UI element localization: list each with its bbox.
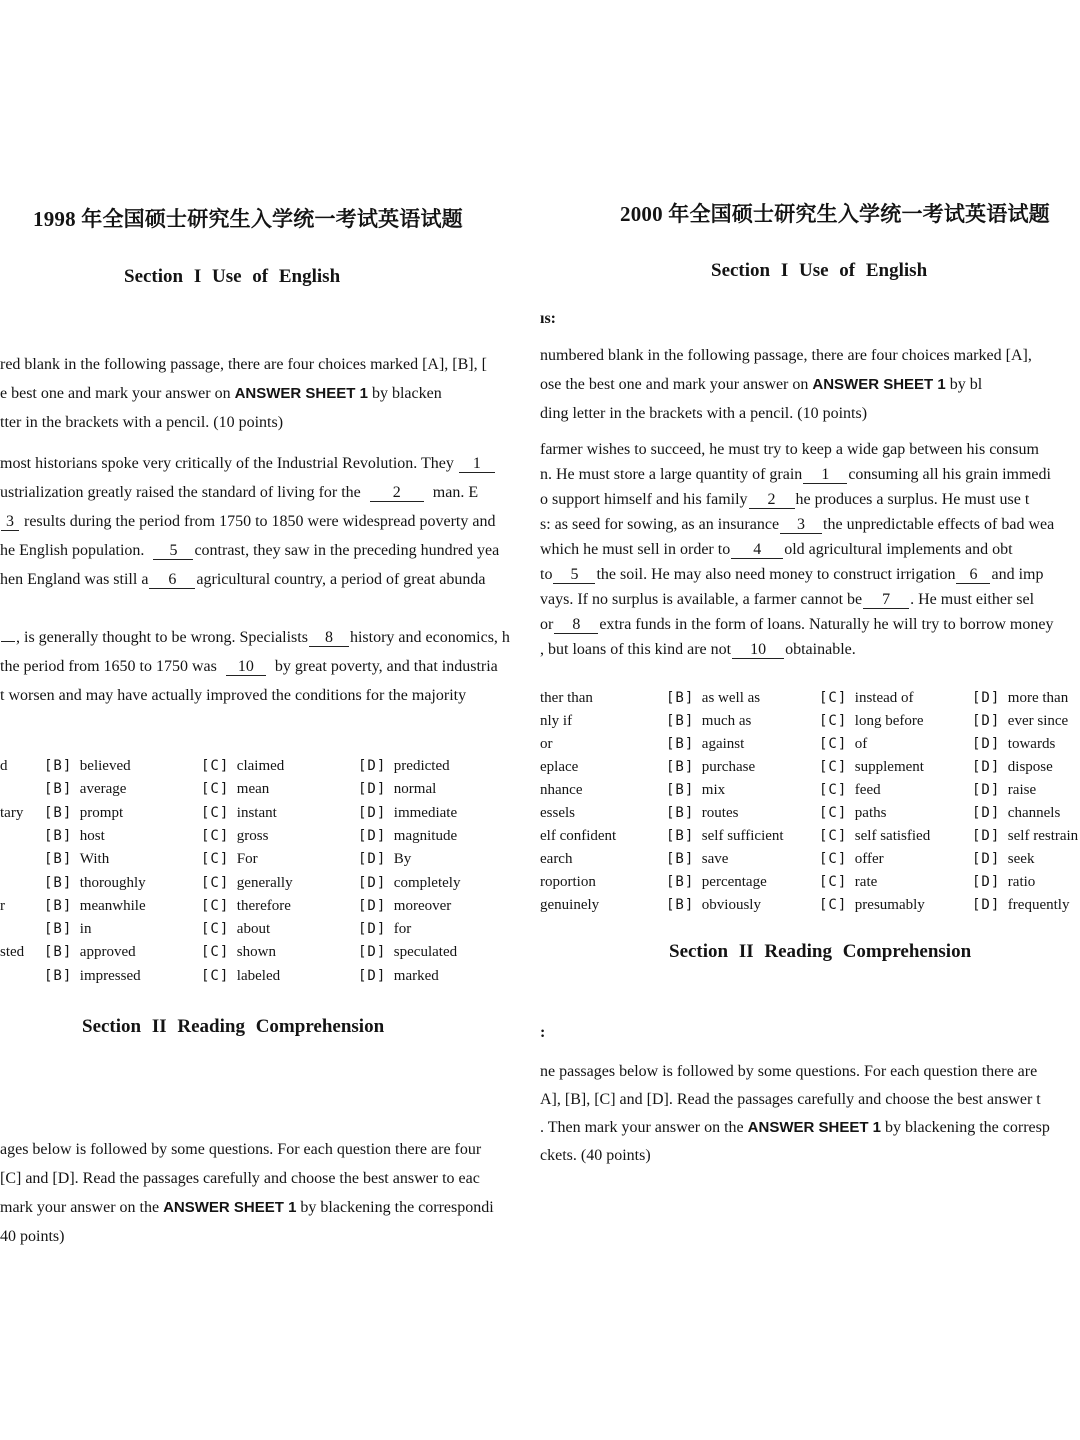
passage-line [0,594,510,623]
choice-option-b [44,944,136,961]
choice-text: therefore [236,897,291,914]
reading-line: 40 points) [0,1228,65,1245]
choice-text: seek [1007,851,1035,867]
section-heading: Section II Reading Comprehension [669,941,972,962]
reading-line: ne passages below is followed by some questions. For each question there are [540,1063,1038,1080]
choice-text: For [236,851,258,868]
choice-option-d [358,921,411,938]
choice-option-c [819,805,886,822]
choice-letter: [C] [201,874,230,891]
choice-letter: [B] [666,736,695,752]
choice-option-c [201,758,284,775]
choice-text: in [79,921,92,938]
passage-line: 3 results during the period from 1750 to 1850 were widespread poverty and [0,507,510,536]
passage-line: hen England was still a 6 agricultural country, a period of great abunda [0,571,486,588]
choice-letter: [D] [358,967,387,984]
choice-text: towards [1007,736,1056,752]
choice-text: offer [854,851,884,867]
choice-text: gross [236,827,269,844]
reading-line: . Then mark your answer on the ANSWER SHEET 1 by blackening the corresp [540,1119,1050,1136]
choice-text: earch [540,851,573,867]
blank: 8 [309,629,349,647]
choice-option-a [540,759,578,776]
choice-option-c [201,851,258,868]
choice-letter: [B] [666,851,695,867]
choice-text: believed [79,758,131,774]
choice-option-d [358,781,436,798]
choice-option-b [666,805,738,822]
choice-option-c [819,690,914,707]
choice-option-b [666,782,725,799]
directions-line: red blank in the following passage, there are four choices marked [A], [B], [ [0,356,487,373]
passage-line: o support himself and his family 2 he produces a surplus. He must use t [540,491,1030,508]
choice-text: paths [854,805,887,821]
choice-text: host [79,827,105,844]
blank: 6 [956,566,990,584]
choice-option-b [44,758,131,775]
choice-text: self sufficient [701,828,784,844]
choice-text: thoroughly [79,874,146,891]
cloze-passage [0,449,510,710]
blank: 6 [149,571,195,589]
choice-text: essels [540,805,575,821]
choice-text: purchase [701,759,756,775]
page-title: 2000 年全国硕士研究生入学统一考试英语试题 [620,202,1050,226]
choice-letter: [B] [666,828,695,844]
choice-text: self restrain [1007,828,1079,844]
choice-option-c [201,944,276,961]
passage-line: which he must sell in order to 4 old agricultural implements and obt [540,541,1013,558]
choice-text: marked [393,967,439,984]
choice-text: as well as [701,690,761,706]
choice-option-a [540,782,582,799]
choice-text: d [0,758,8,774]
choice-option-d [972,759,1053,776]
directions-text [0,350,487,437]
choice-text: meanwhile [79,897,146,914]
passage-line: ustrialization greatly raised the standard of living for the 2 man. E [0,484,479,501]
choice-option-b [44,921,91,938]
choice-text: genuinely [540,897,600,913]
choice-option-c [819,759,924,776]
choice-letter: [B] [666,805,695,821]
choice-letter: [C] [201,804,230,821]
choice-text: rate [854,874,878,890]
choice-text: claimed [236,758,285,774]
choice-option-b [666,690,760,707]
choice-letter: [C] [201,851,230,868]
choice-option-b [666,874,767,891]
choice-option-b [666,713,751,730]
choice-letter: [B] [44,781,73,798]
choice-letter: [B] [666,874,695,890]
choice-option-b [44,805,123,822]
choice-option-a [0,944,24,961]
choice-letter: [B] [666,782,695,798]
choice-letter: [B] [44,967,73,984]
choice-text: nly if [540,713,573,729]
choice-text: With [79,851,110,868]
blank: 3 [1,513,19,531]
passage-line: farmer wishes to succeed, he must try to keep a wide gap between his consum [540,441,1039,458]
choice-letter: [D] [358,921,387,938]
choice-text: nhance [540,782,583,798]
choice-letter: [B] [44,897,73,914]
choice-option-c [819,851,884,868]
choice-option-c [819,782,881,799]
choice-option-d [972,828,1078,845]
choice-option-c [819,828,930,845]
choice-option-b [44,968,141,985]
choice-option-d [358,898,451,915]
choice-text: instant [236,804,277,821]
choice-option-a [540,851,572,868]
reading-line: ckets. (40 points) [540,1147,651,1164]
choice-letter: [D] [972,782,1001,798]
choice-option-d [972,897,1069,914]
choice-letter: [D] [358,851,387,868]
choice-letter: [D] [972,805,1001,821]
choice-text: percentage [701,874,767,890]
page-title: 1998 年全国硕士研究生入学统一考试英语试题 [33,207,463,231]
passage-line: the period from 1650 to 1750 was 10 by great poverty, and that industria [0,658,498,675]
section-heading: Section I Use of English [124,266,341,287]
choice-option-a [0,898,5,915]
blank: 5 [153,542,193,560]
choice-option-b [666,759,755,776]
choice-text: magnitude [393,827,458,844]
directions-line: e best one and mark your answer on ANSWER SHEET 1 by blacken [0,385,442,402]
choice-text: r [0,897,5,914]
choice-text: average [79,781,127,798]
choice-text: labeled [236,967,281,984]
choice-option-b [666,736,744,753]
choice-text: speculated [393,944,458,961]
choice-option-c [201,828,268,845]
choice-text: mean [236,781,270,798]
choice-option-c [819,874,877,891]
choice-option-b [44,898,146,915]
choice-option-d [358,828,457,845]
choice-letter: [C] [201,921,230,938]
choice-text: supplement [854,759,924,775]
choice-option-a [540,713,572,730]
choice-letter: [C] [819,759,848,775]
directions-line: ding letter in the brackets with a pencil. (10 points) [540,405,868,422]
choice-text: immediate [393,804,458,821]
choice-letter: [B] [44,921,73,938]
choice-letter: [D] [972,690,1001,706]
choice-letter: [C] [819,805,848,821]
reading-line: mark your answer on the ANSWER SHEET 1 by blackening the correspondi [0,1199,494,1216]
blank: 8 [554,616,598,634]
choice-text: about [236,921,271,938]
choice-option-a [0,805,23,822]
choice-option-d [358,944,457,961]
choice-text: obviously [701,897,761,913]
choice-text: frequently [1007,897,1070,913]
directions-label: : [540,1024,546,1041]
choice-text: shown [236,944,276,961]
passage-line: t worsen and may have actually improved the conditions for the majority [0,687,467,704]
choice-text: for [393,921,412,938]
choice-letter: [C] [201,897,230,914]
choice-text: instead of [854,690,914,706]
choice-text: ratio [1007,874,1036,890]
choice-letter: [C] [201,781,230,798]
choice-letter: [D] [972,874,1001,890]
choice-option-c [819,897,925,914]
blank: 10 [226,658,266,676]
reading-directions [0,1135,494,1251]
blank [1,641,15,642]
choice-letter: [B] [44,874,73,891]
choice-option-a [540,736,553,753]
choice-text: ever since [1007,713,1069,729]
choice-letter: [C] [819,736,848,752]
choice-option-a [540,828,616,845]
choice-letter: [D] [972,851,1001,867]
choice-text: save [701,851,729,867]
choice-option-c [201,921,270,938]
choice-text: ther than [540,690,593,706]
choice-letter: [D] [358,897,387,914]
choice-letter: [D] [972,736,1001,752]
choice-text: raise [1007,782,1037,798]
choice-option-c [201,781,269,798]
choice-text: moreover [393,897,452,914]
choice-letter: [B] [666,897,695,913]
choice-option-d [972,713,1068,730]
blank: 5 [553,566,595,584]
choice-text: completely [393,874,461,891]
choice-text: normal [393,781,437,798]
blank: 4 [731,541,783,559]
choice-letter: [C] [201,827,230,844]
choice-option-b [666,897,761,914]
choice-option-a [540,874,596,891]
choice-option-d [358,875,460,892]
choice-option-d [972,690,1068,707]
choice-option-d [972,736,1055,753]
choice-letter: [C] [201,758,230,774]
choice-text: predicted [393,758,450,774]
choice-option-b [666,851,728,868]
blank: 2 [370,484,424,502]
passage-line: n. He must store a large quantity of grain 1 consuming all his grain immedi [540,466,1051,483]
section-heading: Section I Use of English [711,260,928,281]
choice-text: more than [1007,690,1069,706]
choice-letter: [B] [666,759,695,775]
choice-letter: [B] [666,690,695,706]
passage-line: s: as seed for sowing, as an insurance 3 the unpredictable effects of bad wea [540,516,1055,533]
choice-text: routes [701,805,739,821]
choice-option-d [358,805,457,822]
passage-line: to 5 the soil. He may also need money to construct irrigation 6 and imp [540,566,1044,583]
blank: 1 [459,455,495,473]
choice-text: generally [236,874,293,891]
choice-letter: [C] [819,690,848,706]
choice-option-a [540,897,599,914]
choice-letter: [D] [358,781,387,798]
choice-text: impressed [79,967,141,984]
choice-text: roportion [540,874,596,890]
choice-text: long before [854,713,924,729]
choice-option-b [666,828,784,845]
choice-letter: [D] [358,758,387,774]
choice-text: presumably [854,897,925,913]
choice-option-d [358,758,450,775]
choice-text: feed [854,782,881,798]
choice-letter: [D] [358,804,387,821]
choice-letter: [C] [819,874,848,890]
choice-letter: [C] [819,828,848,844]
choice-letter: [D] [358,827,387,844]
passage-line: , is generally thought to be wrong. Specialists 8 history and economics, h [0,623,510,652]
choice-letter: [B] [44,758,73,774]
reading-line: ages below is followed by some questions. For each question there are four [0,1141,482,1158]
choice-option-d [972,805,1060,822]
choice-text: much as [701,713,752,729]
choice-option-c [201,898,291,915]
passage-line: he English population. 5 contrast, they saw in the preceding hundred yea [0,542,500,559]
choice-option-b [44,851,109,868]
choice-letter: [C] [819,713,848,729]
choice-option-c [819,736,867,753]
choice-letter: [C] [201,944,230,961]
passage-line: , but loans of this kind are not 10 obtainable. [540,641,856,658]
blank: 3 [780,516,822,534]
choice-option-d [972,851,1034,868]
choice-letter: [D] [972,897,1001,913]
passage-line: or 8 extra funds in the form of loans. Naturally he will try to borrow money [540,616,1054,633]
choice-option-c [819,713,924,730]
exam-page-2000 [538,0,1080,1440]
choice-letter: [B] [44,944,73,961]
passage-line: most historians spoke very critically of the Industrial Revolution. They 1 [0,449,510,478]
choice-text: channels [1007,805,1061,821]
choice-option-b [44,875,146,892]
choice-text: mix [701,782,726,798]
choice-text: sted [0,944,25,961]
directions-line: tter in the brackets with a pencil. (10 points) [0,414,284,431]
blank: 2 [749,491,795,509]
choice-text: approved [79,944,136,961]
reading-directions [540,1058,1050,1170]
reading-line: A], [B], [C] and [D]. Read the passages carefully and choose the best answer t [540,1091,1041,1108]
choice-text: self satisfied [854,828,931,844]
blank: 10 [732,641,784,659]
choice-letter: [D] [972,828,1001,844]
section-heading: Section II Reading Comprehension [82,1016,385,1037]
choice-text: dispose [1007,759,1053,775]
choice-text: tary [0,804,24,821]
choice-option-b [44,828,105,845]
choice-letter: [B] [44,804,73,821]
blank: 1 [803,466,847,484]
choice-option-d [972,782,1036,799]
choice-option-a [540,805,575,822]
choice-text: of [854,736,868,752]
choice-option-b [44,781,126,798]
choice-option-c [201,805,277,822]
cloze-passage [540,437,1054,662]
directions-text [540,341,1032,428]
choice-option-d [358,968,439,985]
choice-text: prompt [79,804,124,821]
choice-letter: [C] [819,897,848,913]
directions-line: ose the best one and mark your answer on ANSWER SHEET 1 by bl [540,376,983,393]
reading-line: [C] and [D]. Read the passages carefully and choose the best answer to eac [0,1170,480,1187]
choice-text: eplace [540,759,579,775]
choice-option-a [540,690,593,707]
choice-option-d [972,874,1035,891]
blank: 7 [863,591,909,609]
choice-letter: [D] [972,759,1001,775]
choice-text: elf confident [540,828,617,844]
directions-line: numbered blank in the following passage, there are four choices marked [A], [540,347,1032,364]
choice-option-d [358,851,411,868]
directions-label: ıs: [540,310,556,327]
choice-text: By [393,851,412,868]
choice-letter: [D] [972,713,1001,729]
choice-letter: [C] [819,851,848,867]
choice-letter: [B] [666,713,695,729]
passage-line: vays. If no surplus is available, a farmer cannot be 7 . He must either sel [540,591,1035,608]
choice-letter: [C] [819,782,848,798]
choice-option-a [0,758,8,775]
choice-option-c [201,968,280,985]
choice-letter: [C] [201,967,230,984]
choice-letter: [B] [44,827,73,844]
choice-letter: [D] [358,874,387,891]
choice-letter: [B] [44,851,73,868]
choice-text: against [701,736,745,752]
choice-text: or [540,736,553,752]
choice-letter: [D] [358,944,387,961]
choice-option-c [201,875,293,892]
